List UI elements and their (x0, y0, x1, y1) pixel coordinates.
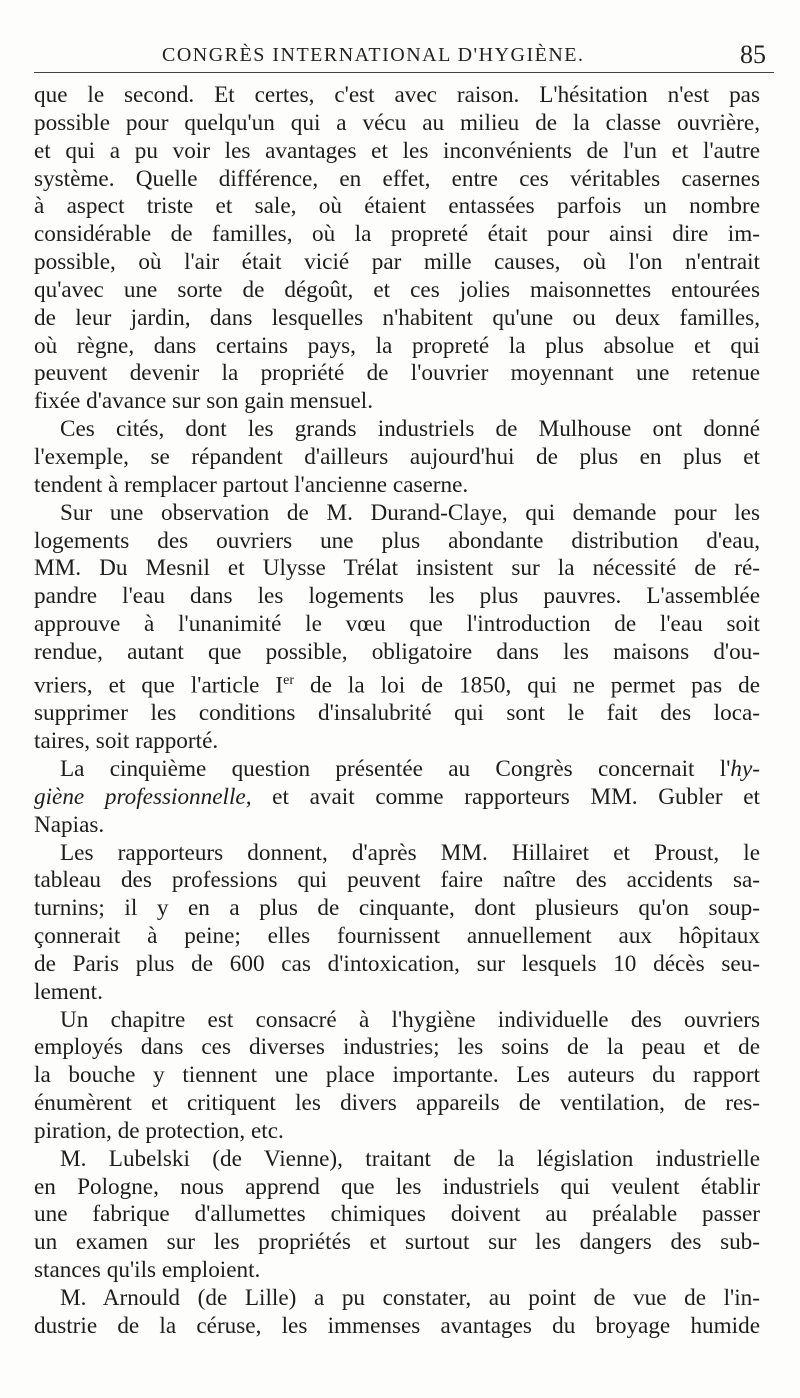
text-line: peuvent devenir la propriété de l'ouvrier moyennant une retenue (34, 360, 760, 387)
text-line: Napias. (34, 811, 105, 838)
paragraph (34, 82, 760, 416)
text-line: où règne, dans certains pays, la propreté la plus absolue et qui (34, 332, 760, 359)
text-line: possible, où l'air était vicié par mille causes, où l'on n'entrait (34, 249, 760, 276)
text-line: tendent à remplacer partout l'ancienne caserne. (34, 471, 469, 498)
text-line: vriers, et que l'article Ier de la loi de 1850, qui ne permet pas de (34, 672, 760, 699)
text-line: une fabrique d'allumettes chimiques doivent au préalable passer (34, 1201, 760, 1228)
paragraph (34, 756, 760, 840)
text-line: turnins; il y en a plus de cinquante, dont plusieurs qu'on soup- (34, 895, 760, 922)
text-line: en Pologne, nous apprend que les industriels qui veulent établir (34, 1173, 760, 1200)
text-line: stances qu'ils emploient. (34, 1257, 261, 1284)
text-line: Un chapitre est consacré à l'hygiène individuelle des ouvriers (60, 1006, 760, 1033)
text-line: employés dans ces diverses industries; les soins de la peau et de (34, 1034, 760, 1061)
text-line: considérable de familles, où la propreté était pour ainsi dire im- (34, 221, 760, 248)
text-line: tableau des professions qui peuvent faire naître des accidents sa- (34, 867, 760, 894)
text-line: taires, soit rapporté. (34, 728, 219, 755)
text-line: dustrie de la céruse, les immenses avantages du broyage humide (34, 1312, 760, 1339)
text-line: giène professionnelle, et avait comme rapporteurs MM. Gubler et (34, 783, 760, 810)
paragraph (34, 1007, 760, 1146)
text-line: qu'avec une sorte de dégoût, et ces jolies maisonnettes entourées (34, 276, 760, 303)
text-line: logements des ouvriers une plus abondante distribution d'eau, (34, 527, 760, 554)
paragraph (34, 840, 760, 1007)
text-line: que le second. Et certes, c'est avec raison. L'hésitation n'est pas (34, 82, 760, 108)
text-line: approuve à l'unanimité le vœu que l'introduction de l'eau soit (34, 611, 760, 638)
body-text (34, 82, 760, 1341)
text-line: et qui a pu voir les avantages et les inconvénients de l'un et l'autre (34, 137, 760, 164)
text-line: à aspect triste et sale, où étaient entassées parfois un nombre (34, 193, 760, 220)
paragraph (34, 1285, 760, 1341)
text-line: rendue, autant que possible, obligatoire dans les maisons d'ou- (34, 638, 760, 665)
text-line: çonnerait à peine; elles fournissent annuellement aux hôpitaux (34, 923, 760, 950)
text-line: M. Arnould (de Lille) a pu constater, au point de vue de l'in- (60, 1285, 760, 1312)
text-line: la bouche y tiennent une place importante. Les auteurs du rapport (34, 1062, 760, 1089)
text-line: système. Quelle différence, en effet, entre ces véritables casernes (34, 165, 760, 192)
text-line: La cinquième question présentée au Congrès concernait l'hy- (60, 755, 760, 782)
text-line: l'exemple, se répandent d'ailleurs aujourd'hui de plus en plus et (34, 443, 760, 470)
text-line: possible pour quelqu'un qui a vécu au milieu de la classe ouvrière, (34, 109, 760, 136)
page-header (34, 38, 774, 73)
text-line: lement. (34, 978, 103, 1005)
text-line: fixée d'avance sur son gain mensuel. (34, 388, 373, 415)
paragraph (34, 1146, 760, 1285)
text-line: Les rapporteurs donnent, d'après MM. Hillairet et Proust, le (60, 839, 760, 866)
text-line: un examen sur les propriétés et surtout sur les dangers des sub- (34, 1229, 760, 1256)
text-line: pandre l'eau dans les logements les plus pauvres. L'assemblée (34, 583, 760, 610)
page-number: 85 (740, 40, 766, 69)
text-line: énumèrent et critiquent les divers appareils de ventilation, de res- (34, 1090, 760, 1117)
paragraph (34, 416, 760, 500)
text-line: de Paris plus de 600 cas d'intoxication, sur lesquels 10 décès seu- (34, 950, 760, 977)
paragraph (34, 500, 760, 756)
text-line: M. Lubelski (de Vienne), traitant de la législation industrielle (60, 1145, 760, 1172)
text-line: Sur une observation de M. Durand-Claye, qui demande pour les (60, 499, 760, 526)
running-head: CONGRÈS INTERNATIONAL D'HYGIÈNE. (162, 44, 585, 66)
text-line: piration, de protection, etc. (34, 1117, 284, 1144)
text-line: de leur jardin, dans lesquelles n'habitent qu'une ou deux familles, (34, 304, 760, 331)
text-line: MM. Du Mesnil et Ulysse Trélat insistent sur la nécessité de ré- (34, 555, 760, 582)
text-line: Ces cités, dont les grands industriels de Mulhouse ont donné (60, 416, 760, 443)
text-line: supprimer les conditions d'insalubrité qui sont le fait des loca- (34, 700, 760, 727)
